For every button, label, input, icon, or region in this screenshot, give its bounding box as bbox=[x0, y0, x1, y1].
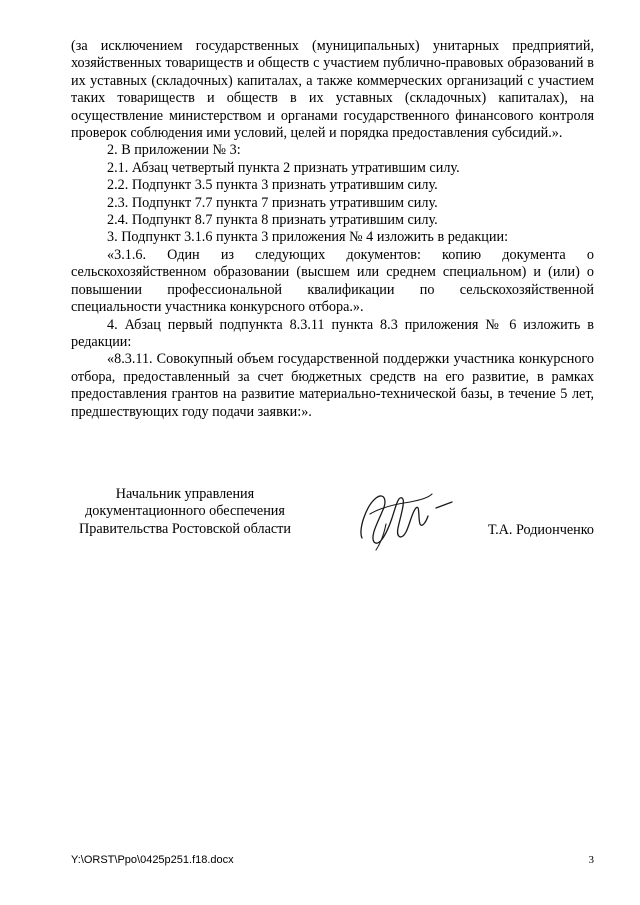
paragraph-item-2-1: 2.1. Абзац четвертый пункта 2 признать утратившим силу. bbox=[107, 159, 460, 176]
paragraph-quote-8-3-11: «8.3.11. Совокупный объем государственной поддержки участника конкурсного отбора, предоставленный за счет бюджетных средств на его развитие, в рамках предоставления грантов на развитие материально-технической базы, в течение 5 лет, предшествующих году подачи заявки:». bbox=[71, 351, 594, 420]
signature-block bbox=[0, 486, 640, 556]
signatory-position bbox=[70, 486, 300, 538]
signatory-position-line2: документационного обеспечения bbox=[85, 503, 285, 520]
handwritten-signature bbox=[340, 478, 460, 556]
document-body bbox=[71, 38, 594, 421]
signatory-position-line1: Начальник управления bbox=[115, 486, 255, 502]
paragraph-item-2-2: 2.2. Подпункт 3.5 пункта 3 признать утратившим силу. bbox=[107, 177, 438, 194]
page-number: 3 bbox=[588, 854, 594, 866]
paragraph-item-2: 2. В приложении № 3: bbox=[107, 142, 241, 159]
paragraph-item-4: 4. Абзац первый подпункта 8.3.11 пункта 8.3 приложения № 6 изложить в редакции: bbox=[71, 316, 594, 350]
paragraph-quote-3-1-6: «3.1.6. Один из следующих документов: копию документа о сельскохозяйственном образовании (высшем или среднем специальном) и (или) о повышении профессиональной квалификации по сельскохозяйственной специальности участника конкурсного отбора.». bbox=[71, 246, 594, 316]
paragraph-item-2-4: 2.4. Подпункт 8.7 пункта 8 признать утратившим силу. bbox=[107, 212, 438, 229]
paragraph-continuation: (за исключением государственных (муниципальных) унитарных предприятий, хозяйственных товариществ и обществ с участием публично-правовых образований в их уставных (складочных) капиталах, а также коммерческих организаций с участием таких товариществ и обществ в их уставных (складочных) капиталах), на осуществление министерством и органами государственного финансового контроля проверок соблюдения ими условий, целей и порядка предоставления субсидий.». bbox=[71, 38, 594, 142]
footer-file-path: Y:\ORST\Ppo\0425p251.f18.docx bbox=[71, 854, 234, 866]
signatory-name: Т.А. Родионченко bbox=[487, 522, 594, 538]
paragraph-item-2-3: 2.3. Подпункт 7.7 пункта 7 признать утратившим силу. bbox=[107, 194, 438, 211]
paragraph-item-3: 3. Подпункт 3.1.6 пункта 3 приложения № 4 изложить в редакции: bbox=[107, 229, 509, 246]
signatory-position-line3: Правительства Ростовской области bbox=[79, 520, 291, 537]
